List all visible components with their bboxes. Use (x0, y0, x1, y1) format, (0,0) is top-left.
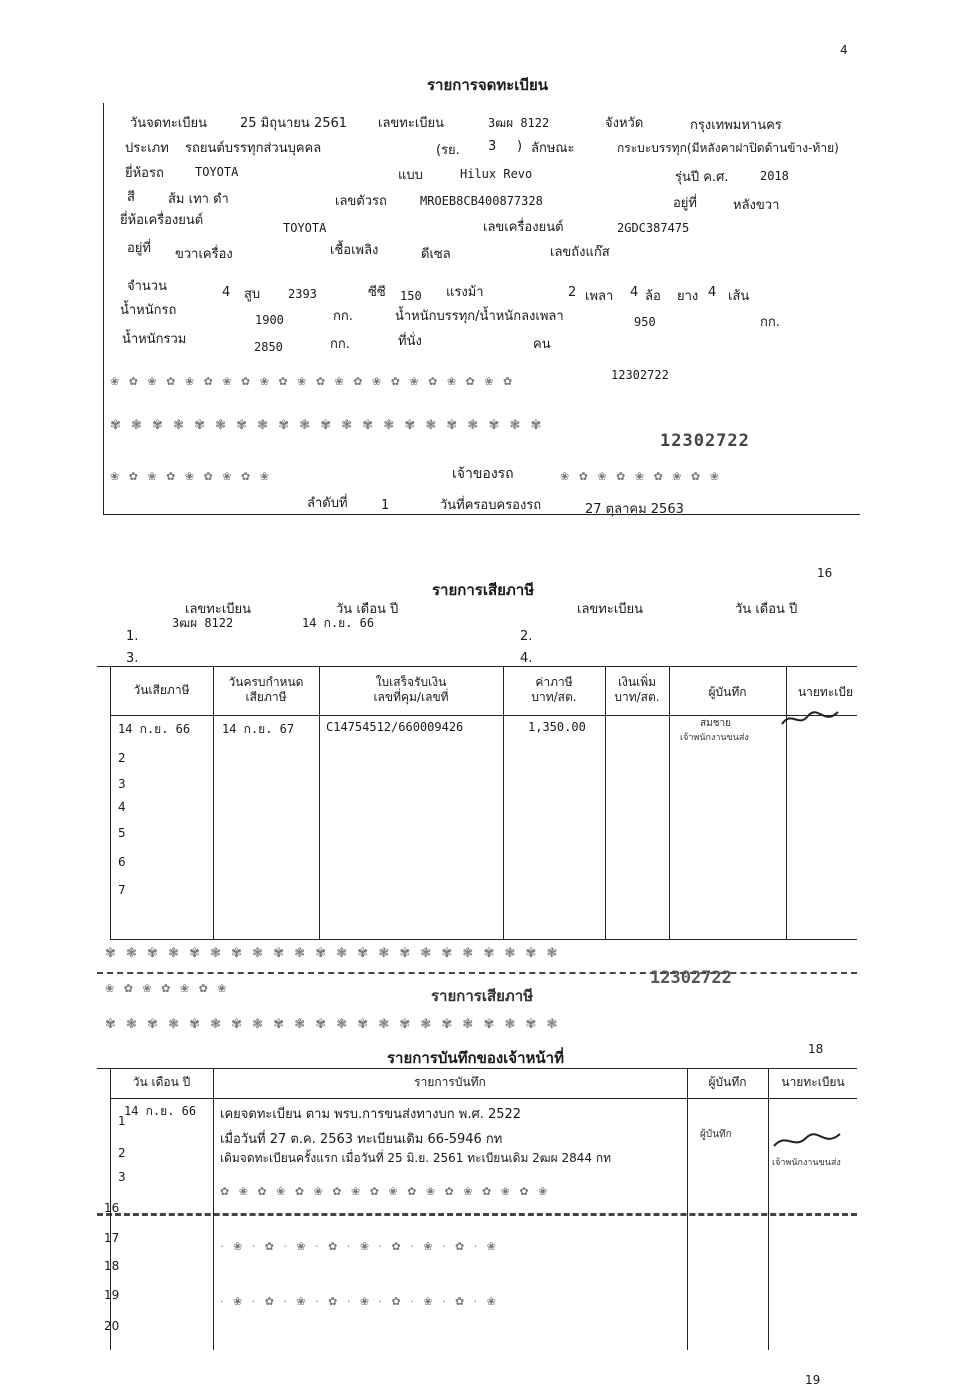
officer-col-header: วัน เดือน ปี (132, 1075, 191, 1089)
type-value: รถยนต์บรรทุกส่วนบุคคล (185, 141, 322, 156)
gross-label: น้ำหนักรวม (122, 332, 187, 347)
seat-label: ที่นั่ง (398, 334, 422, 349)
tax-date-header-2: วัน เดือน ปี (735, 602, 798, 617)
cyl-value: 4 (222, 285, 231, 300)
seat-unit: คน (533, 337, 551, 352)
security-pattern: · ❀ · ✿ · ❀ · ✿ · ❀ · ✿ · ❀ · ✿ · ❀ (220, 1240, 499, 1253)
engine-no-label: เลขเครื่องยนต์ (483, 220, 564, 235)
load-unit: กก. (760, 315, 780, 330)
color-value: ส้ม เทา ดำ (168, 192, 229, 207)
tax-row-1-paid: 14 ก.ย. 66 (118, 722, 191, 736)
serial-stamp: 12302722 (660, 431, 750, 451)
tax-page-number: 16 (817, 566, 833, 580)
order-value: 1 (381, 498, 390, 513)
wheel-value: 4 (630, 285, 639, 300)
tax-col-header: วันเสียภาษี (133, 683, 190, 697)
gross-value: 2850 (254, 340, 283, 354)
weight-value: 1900 (255, 313, 284, 327)
model-label: แบบ (398, 168, 423, 183)
tyre-value: 4 (708, 285, 717, 300)
plate-value: 3ฒผ 8122 (488, 116, 550, 130)
wheel-label: ล้อ (645, 289, 661, 304)
tax-col-header: นายทะเบีย (797, 685, 854, 699)
engine-brand-value: TOYOTA (283, 221, 327, 235)
officer-registrar: เจ้าพนักงานขนส่ง (772, 1158, 841, 1168)
tax-row-1-registrar: เจ้าพนักงานขนส่ง (680, 733, 749, 743)
officer-title: รายการบันทึกของเจ้าหน้าที่ (387, 1049, 564, 1067)
year-value: 2018 (760, 169, 789, 183)
bottom-page-number: 19 (805, 1373, 821, 1387)
officer-entry-date: 14 ก.ย. 66 (124, 1104, 197, 1118)
order-label: ลำดับที่ (307, 496, 348, 511)
engine-loc-label: อยู่ที่ (127, 241, 151, 256)
officer-row-number: 18 (104, 1259, 120, 1273)
tax-row-number: 3 (118, 777, 126, 791)
serial-number: 12302722 (611, 368, 669, 382)
tax-row-1-amount: 1,350.00 (528, 720, 586, 734)
tax-col-header: เงินเพิ่ม บาท/สต. (614, 675, 660, 704)
hp-label: แรงม้า (446, 285, 484, 300)
cc-label: ซีซี (368, 285, 386, 300)
security-pattern: ✾ ❃ ✾ ❃ ✾ ❃ ✾ ❃ ✾ ❃ ✾ ❃ ✾ ❃ ✾ ❃ ✾ ❃ ✾ ❃ ✾ ❃ (105, 946, 561, 961)
hp-value: 150 (400, 289, 422, 303)
signature-icon (772, 1128, 842, 1152)
tax-row-1-due: 14 ก.ย. 67 (222, 722, 295, 736)
tax-title: รายการเสียภาษี (432, 581, 535, 599)
signature-icon (780, 708, 840, 730)
cc-value: 2393 (288, 287, 317, 301)
tax-title-repeat: รายการเสียภาษี (431, 987, 534, 1005)
officer-row-number: 20 (104, 1319, 120, 1333)
tax-col-header: ใบเสร็จรับเงิน เลขที่คุม/เลขที่ (373, 675, 449, 704)
officer-entry-line: เคยจดทะเบียน ตาม พรบ.การขนส่งทางบก พ.ศ. 2522 (220, 1107, 522, 1122)
weight-label: น้ำหนักรถ (120, 303, 177, 318)
load-value: 950 (634, 315, 656, 329)
type-label: ประเภท (125, 141, 169, 156)
tax-row-1-recorder: สมชาย (700, 718, 731, 729)
tax-slot: 3. (126, 651, 139, 666)
tax-row-number: 5 (118, 826, 126, 840)
security-band-line (97, 972, 857, 974)
officer-recorder: ผู้บันทึก (700, 1129, 732, 1140)
axle-label: เพลา (585, 289, 614, 304)
chassis-value: MROEB8CB400877328 (420, 194, 543, 208)
officer-row-number: 2 (118, 1146, 126, 1160)
tax-col-header: วันครบกำหนด เสียภาษี (228, 675, 304, 704)
page-number: 4 (840, 43, 848, 57)
tax-row-number: 4 (118, 800, 126, 814)
possession-label: วันที่ครอบครองรถ (440, 498, 542, 513)
fuel-label: เชื้อเพลิง (330, 243, 379, 258)
officer-entry-line: เมื่อวันที่ 27 ต.ค. 2563 ทะเบียนเดิม 66-5946 กท (220, 1132, 503, 1147)
gas-tank-label: เลขถังแก๊ส (550, 245, 610, 260)
security-pattern: ❀ ✿ ❀ ✿ ❀ ✿ ❀ ✿ ❀ ✿ ❀ ✿ ❀ ✿ ❀ ✿ ❀ ✿ ❀ ✿ ❀ ✿ (110, 375, 516, 388)
officer-row-number: 1 (118, 1114, 126, 1128)
tax-plate-header-2: เลขทะเบียน (577, 602, 644, 617)
model-value: Hilux Revo (460, 167, 533, 181)
year-label: รุ่นปี ค.ศ. (675, 170, 729, 185)
axle-value: 2 (568, 285, 577, 300)
chassis-loc-label: อยู่ที่ (673, 196, 697, 211)
brand-label: ยี่ห้อรถ (125, 166, 164, 181)
tyre-unit: เส้น (728, 289, 750, 304)
weight-unit: กก. (333, 309, 353, 324)
load-label: น้ำหนักบรรทุก/น้ำหนักลงเพลา (395, 309, 564, 324)
tax-slot: 1. (126, 629, 139, 644)
province-value: กรุงเทพมหานคร (690, 118, 782, 133)
officer-page-number: 18 (808, 1042, 824, 1056)
color-label: สี (127, 190, 135, 205)
chassis-loc-value: หลังขวา (733, 198, 780, 213)
tax-row-number: 6 (118, 855, 126, 869)
security-pattern: ✿ ❀ ✿ ❀ ✿ ❀ ✿ ❀ ✿ ❀ ✿ ❀ ✿ ❀ ✿ ❀ ✿ ❀ (220, 1185, 551, 1198)
security-pattern: ❀ ✿ ❀ ✿ ❀ ✿ ❀ ✿ ❀ (560, 470, 722, 483)
tax-slot: 2. (520, 629, 533, 644)
plate-label: เลขทะเบียน (378, 116, 445, 131)
tyre-label: ยาง (677, 289, 699, 304)
engine-brand-label: ยี่ห้อเครื่องยนต์ (120, 213, 204, 228)
officer-entry-line: เดิมจดทะเบียนครั้งแรก เมื่อวันที่ 25 มิ.ย. 2561 ทะเบียนเดิม 2ฒผ 2844 กท (220, 1151, 612, 1165)
cyl-unit: สูบ (244, 287, 261, 302)
possession-value: 27 ตุลาคม 2563 (585, 502, 684, 517)
officer-row-number: 16 (104, 1201, 120, 1215)
security-pattern: · ❀ · ✿ · ❀ · ✿ · ❀ · ✿ · ❀ · ✿ · ❀ (220, 1295, 499, 1308)
registration-title: รายการจดทะเบียน (427, 76, 548, 94)
tax-serial-stamp: 12302722 (650, 968, 732, 988)
tax-col-header: ค่าภาษี บาท/สต. (531, 675, 577, 704)
engine-no-value: 2GDC387475 (617, 221, 690, 235)
cyl-label: จำนวน (127, 279, 167, 294)
brand-value: TOYOTA (195, 165, 239, 179)
tax-row-number: 7 (118, 883, 126, 897)
engine-loc-value: ขวาเครื่อง (175, 247, 233, 262)
registration-bottom-border (103, 514, 860, 515)
tax-row-number: 2 (118, 751, 126, 765)
officer-row-number: 19 (104, 1288, 120, 1302)
owner-label: เจ้าของรถ (452, 466, 514, 482)
type-code-value: 3 (488, 139, 497, 154)
chassis-label: เลขตัวรถ (335, 194, 387, 209)
security-pattern: ❀ ✿ ❀ ✿ ❀ ✿ ❀ ✿ ❀ (110, 470, 272, 483)
officer-col-header: นายทะเบียน (781, 1075, 845, 1089)
officer-col-header: ผู้บันทึก (708, 1075, 747, 1089)
officer-row-number: 17 (104, 1231, 120, 1245)
officer-row-number: 3 (118, 1170, 126, 1184)
type-code-open: (รย. (436, 143, 460, 158)
tax-date-header-1: วัน เดือน ปี (336, 602, 399, 617)
tax-slot: 4. (520, 651, 533, 666)
tax-plate-value-1: 3ฒผ 8122 (172, 616, 234, 630)
reg-date-value: 25 มิถุนายน 2561 (240, 116, 348, 131)
tax-row-1-receipt: C14754512/660009426 (326, 720, 464, 734)
body-label: ลักษณะ (531, 141, 575, 156)
body-value: กระบะบรรทุก(มีหลังคาฝาปิดด้านข้าง-ท้าย) (617, 141, 839, 155)
reg-date-label: วันจดทะเบียน (130, 116, 207, 131)
gross-unit: กก. (330, 337, 350, 352)
tax-col-header: ผู้บันทึก (708, 685, 747, 699)
fuel-value: ดีเซล (421, 247, 451, 262)
tax-date-value-1: 14 ก.ย. 66 (302, 616, 375, 630)
province-label: จังหวัด (605, 116, 644, 131)
security-pattern: ✾ ❃ ✾ ❃ ✾ ❃ ✾ ❃ ✾ ❃ ✾ ❃ ✾ ❃ ✾ ❃ ✾ ❃ ✾ ❃ ✾ (110, 418, 545, 433)
officer-col-header: รายการบันทึก (414, 1075, 486, 1089)
security-pattern: ✾ ❃ ✾ ❃ ✾ ❃ ✾ ❃ ✾ ❃ ✾ ❃ ✾ ❃ ✾ ❃ ✾ ❃ ✾ ❃ ✾ ❃ (105, 1017, 561, 1032)
tax-plate-header-1: เลขทะเบียน (185, 602, 252, 617)
security-pattern: ❀ ✿ ❀ ✿ ❀ ✿ ❀ (105, 982, 230, 995)
registration-left-border (103, 103, 104, 515)
type-code-close: ) (517, 139, 523, 154)
